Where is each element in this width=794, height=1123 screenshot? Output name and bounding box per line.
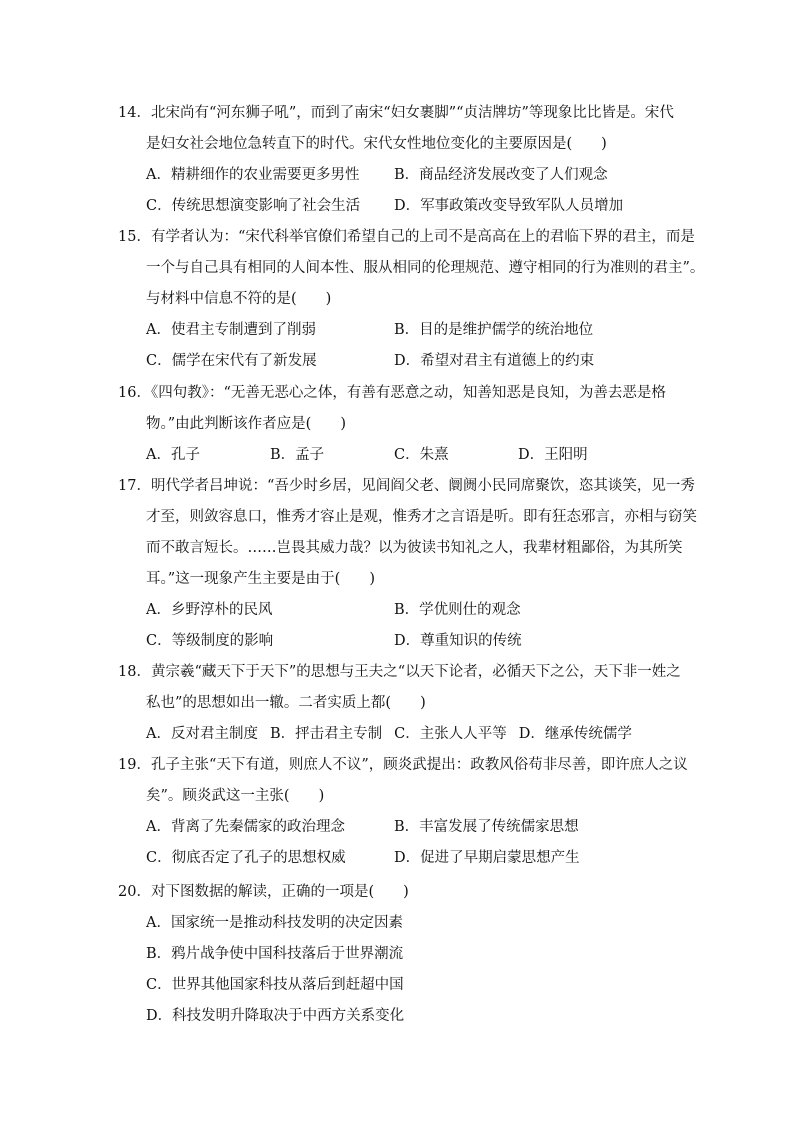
option-row: [118, 191, 678, 222]
option-c[interactable]: C．儒学在宋代有了新发展: [146, 353, 317, 369]
option-row: [118, 843, 678, 874]
question-number: 17．: [118, 478, 151, 494]
option-b[interactable]: B．丰富发展了传统儒家思想: [394, 819, 579, 835]
question-17: [118, 471, 697, 657]
question-stem-line: 私也”的思想如出一辙。二者实质上都( ): [146, 695, 426, 711]
option-a[interactable]: A．反对君主制度: [146, 726, 258, 742]
question-stem-line: 一个与自己具有相同的人间本性、服从相同的伦理规范、遵守相同的行为准则的君主”。: [146, 260, 705, 276]
question-stem-line: 而不敢言短长。……岂畏其威力哉？以为彼读书知礼之人，我辈材粗鄙俗，为其所笑: [146, 540, 683, 556]
question-number: 20．: [118, 884, 151, 900]
question-stem-line: 17．明代学者吕坤说：“吾少时乡居，见闾阎父老、阛阓小民同席聚饮，恣其谈笑，见一秀: [118, 478, 695, 494]
option-row: [118, 812, 678, 843]
question-19: [118, 750, 688, 874]
option-a[interactable]: A．精耕细作的农业需要更多男性: [146, 167, 360, 183]
option-a[interactable]: A．背离了先秦儒家的政治理念: [146, 819, 345, 835]
option-a[interactable]: A．孔子: [146, 447, 200, 463]
question-stem-line: 与材料中信息不符的是( ): [146, 291, 332, 307]
question-stem-line: 矣”。顾炎武这一主张( ): [146, 788, 325, 804]
option-c[interactable]: C．彻底否定了孔子的思想权威: [146, 850, 346, 866]
option-row: [118, 346, 678, 377]
question-stem-line: 16．《四句教》：“无善无恶心之体，有善有恶意之动，知善知恶是良知，为善去恶是格: [118, 385, 666, 401]
option-d[interactable]: D．希望对君主有道德上的约束: [394, 353, 595, 369]
option-c[interactable]: C．等级制度的影响: [146, 633, 274, 649]
option-c[interactable]: C．世界其他国家科技从落后到赶超中国: [146, 977, 404, 993]
option-b[interactable]: B．抨击君主专制: [269, 726, 383, 742]
option-c[interactable]: C．朱熹: [394, 447, 449, 463]
option-c[interactable]: C．传统思想演变影响了社会生活: [146, 198, 361, 214]
question-16: [118, 378, 678, 471]
question-stem-line: 14．北宋尚有“河东狮子吼”，而到了南宋“妇女裹脚”“贞洁牌坊”等现象比比皆是。宋代: [118, 105, 674, 121]
question-number: 16．: [118, 385, 151, 401]
option-d[interactable]: D．王阳明: [518, 447, 588, 463]
option-d[interactable]: D．促进了早期启蒙思想产生: [394, 850, 580, 866]
option-b[interactable]: B．学优则仕的观念: [394, 602, 521, 618]
question-stem-line: 18．黄宗羲“藏天下于天下”的思想与王夫之“以天下论者，必循天下之公，天下非一姓之: [118, 664, 681, 680]
question-stem-line: 才至，则敛容息口，惟秀才容止是观，惟秀才之言语是听。即有狂态邪言，亦相与窃笑: [146, 509, 697, 525]
option-b[interactable]: B．孟子: [270, 447, 325, 463]
option-d[interactable]: D．军事政策改变导致军队人员增加: [394, 198, 624, 214]
question-stem-line: 物。”由此判断该作者应是( ): [146, 416, 346, 432]
question-number: 18．: [118, 664, 151, 680]
option-d[interactable]: D．尊重知识的传统: [394, 633, 522, 649]
question-stem-line: 耳。”这一现象产生主要是由于( ): [146, 571, 375, 587]
option-a[interactable]: A．国家统一是推动科技发明的决定因素: [146, 915, 403, 931]
question-number: 15．: [118, 229, 151, 245]
option-row: [118, 595, 678, 626]
option-row: [118, 719, 678, 750]
question-number: 19．: [118, 757, 151, 773]
question-stem-line: 20．对下图数据的解读，正确的一项是( ): [118, 884, 409, 900]
question-14: [118, 98, 678, 222]
option-row: [118, 160, 678, 191]
option-d[interactable]: D．继承传统儒学: [518, 726, 632, 742]
option-b[interactable]: B．商品经济发展改变了人们观念: [394, 167, 608, 183]
question-15: [118, 222, 705, 377]
option-a[interactable]: A．使君主专制遭到了削弱: [146, 322, 316, 338]
question-number: 14．: [118, 105, 151, 121]
question-20: [118, 877, 678, 1032]
question-stem-line: 是妇女社会地位急转直下的时代。宋代女性地位变化的主要原因是( ): [146, 136, 607, 152]
option-a[interactable]: A．乡野淳朴的民风: [146, 602, 273, 618]
option-c[interactable]: C．主张人人平等: [394, 726, 507, 742]
option-row: [118, 440, 678, 471]
option-row: [118, 315, 678, 346]
option-d[interactable]: D．科技发明升降取决于中西方关系变化: [146, 1008, 405, 1024]
option-row: [118, 626, 678, 657]
question-stem-line: 19．孔子主张“天下有道，则庶人不议”，顾炎武提出：政教风俗苟非尽善，即许庶人之议: [118, 757, 688, 773]
question-stem-line: 15．有学者认为：“宋代科举官僚们希望自己的上司不是高高在上的君临下界的君主，而是: [118, 229, 695, 245]
question-18: [118, 657, 681, 750]
option-b[interactable]: B．鸦片战争使中国科技落后于世界潮流: [146, 946, 404, 962]
option-b[interactable]: B．目的是维护儒学的统治地位: [394, 322, 594, 338]
